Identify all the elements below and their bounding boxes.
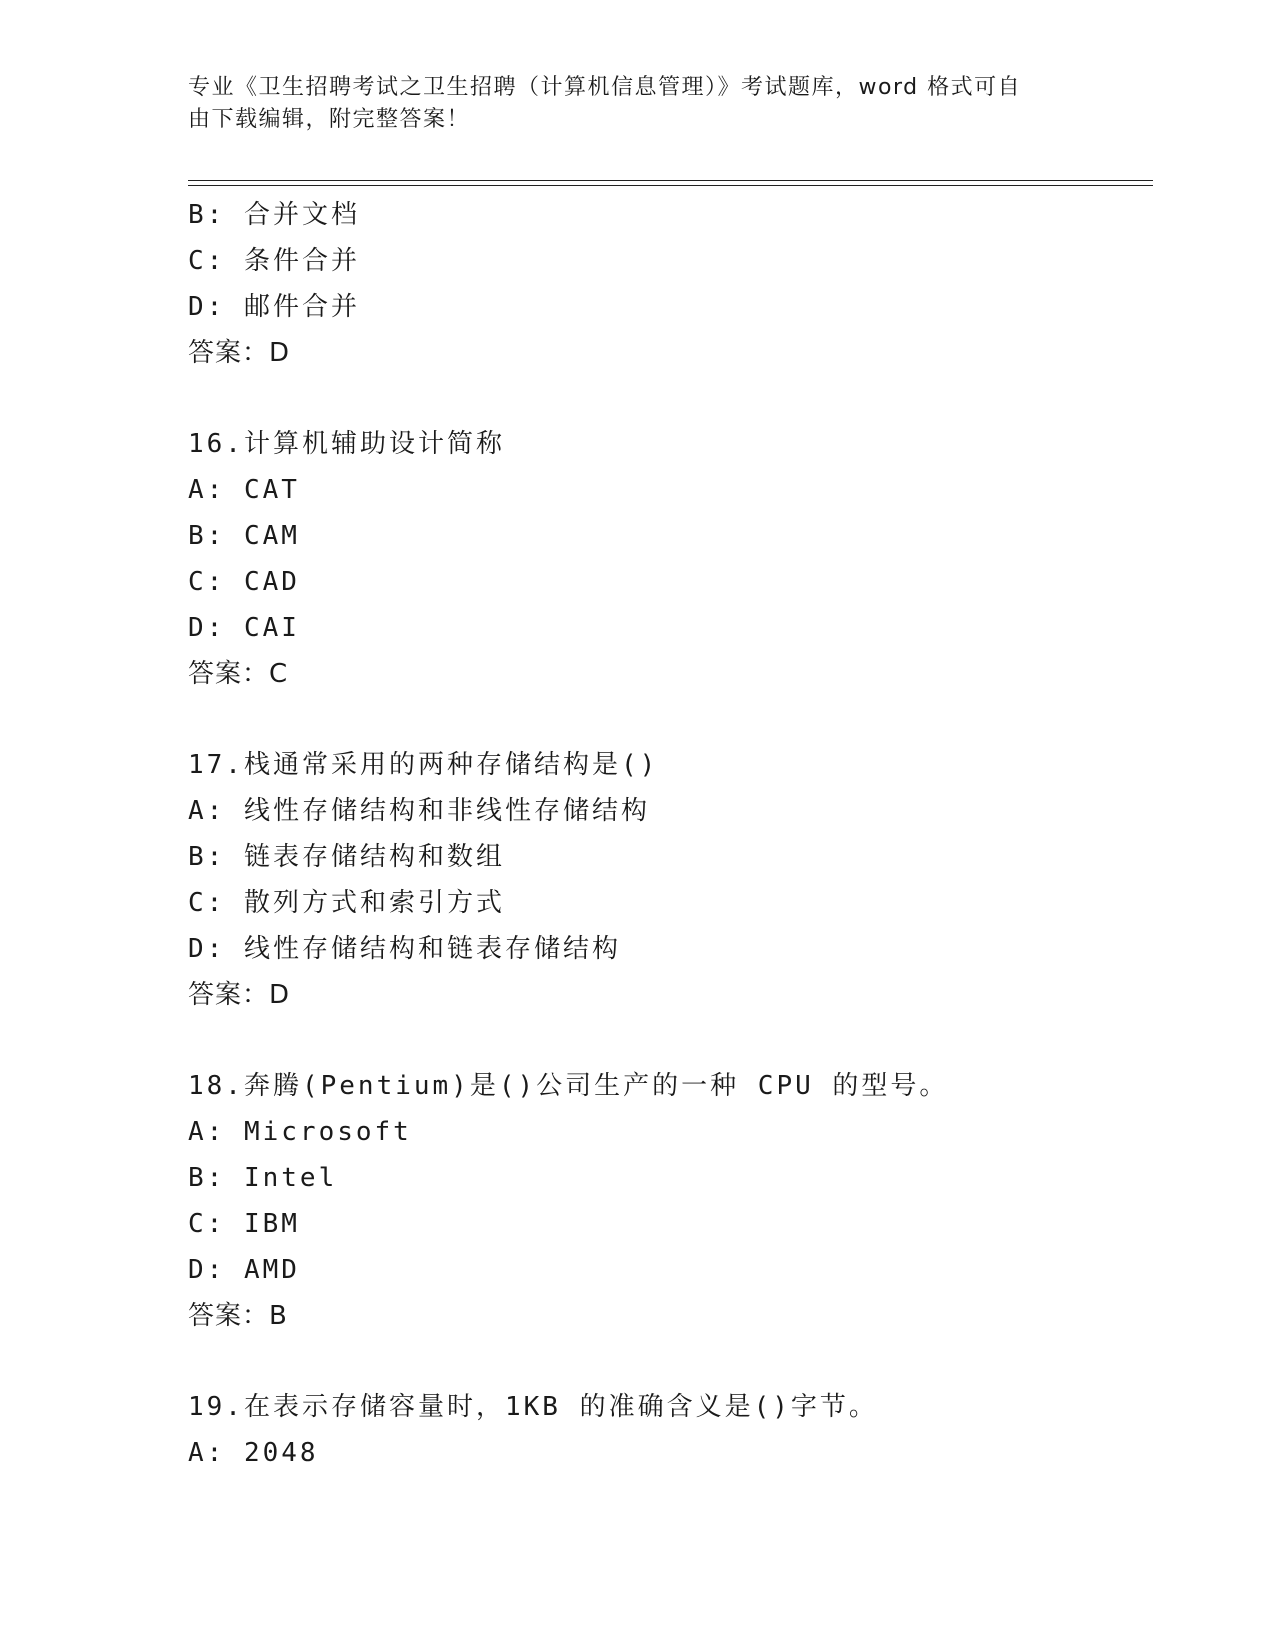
answer-line: 答案：C [188,659,289,689]
option-b: B: CAM [188,521,300,551]
option-a: A: CAT [188,475,300,505]
option-c: C: 散列方式和索引方式 [188,888,505,918]
question-text: 16.计算机辅助设计简称 [188,429,505,459]
question-block-17 [188,742,1148,1018]
option-d: D: 线性存储结构和链表存储结构 [188,934,621,964]
answer-line: 答案：D [188,980,291,1010]
question-list [188,192,1148,1476]
spacer [188,1339,1148,1384]
option-d: D: 邮件合并 [188,292,360,322]
question-text: 17.栈通常采用的两种存储结构是() [188,750,659,780]
option-d: D: CAI [188,613,300,643]
option-b: B: 链表存储结构和数组 [188,842,505,872]
question-text: 18.奔腾(Pentium)是()公司生产的一种 CPU 的型号。 [188,1071,949,1101]
document-header [188,72,1068,136]
option-d: D: AMD [188,1255,300,1285]
question-block-18 [188,1063,1148,1339]
option-b: B: 合并文档 [188,200,360,230]
question-block-19 [188,1384,1148,1476]
question-text: 19.在表示存储容量时，1KB 的准确含义是()字节。 [188,1392,878,1422]
option-c: C: CAD [188,567,300,597]
spacer [188,697,1148,742]
answer-line: 答案：D [188,338,291,368]
header-line-2: 由下载编辑，附完整答案！ [188,107,471,132]
spacer [188,1018,1148,1063]
option-a: A: 线性存储结构和非线性存储结构 [188,796,650,826]
option-a: A: Microsoft [188,1117,412,1147]
question-block-16 [188,421,1148,697]
option-a: A: 2048 [188,1438,319,1468]
header-divider-top [188,180,1153,181]
option-b: B: Intel [188,1163,338,1193]
spacer [188,376,1148,421]
question-block-15 [188,192,1148,376]
option-c: C: IBM [188,1209,300,1239]
option-c: C: 条件合并 [188,246,360,276]
header-line-1: 专业《卫生招聘考试之卫生招聘（计算机信息管理）》考试题库，word 格式可自 [188,75,1022,100]
answer-line: 答案：B [188,1301,288,1331]
header-divider-bottom [188,185,1153,186]
